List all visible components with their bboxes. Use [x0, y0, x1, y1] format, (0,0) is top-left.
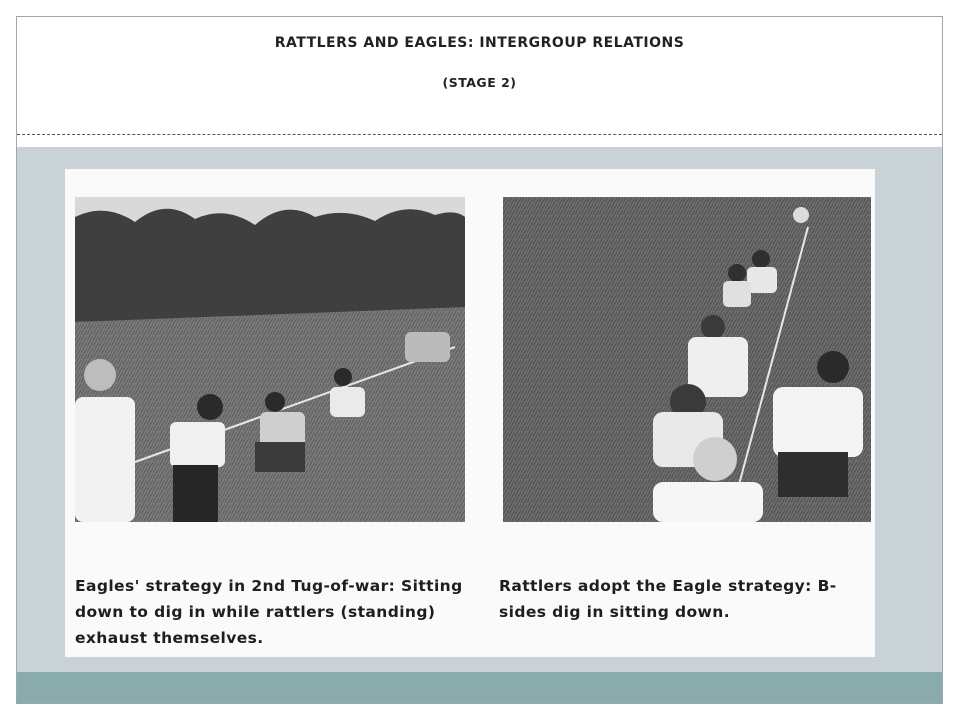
slide-subtitle: (STAGE 2): [442, 75, 517, 90]
footer-band: [17, 672, 942, 703]
photo-eagles-tug-of-war: [75, 197, 465, 522]
slide-header: [17, 17, 942, 134]
caption-line: Eagles' strategy in 2nd Tug-of-war: Sitting: [75, 577, 463, 595]
header-divider: [17, 134, 942, 135]
caption-eagles: [75, 573, 495, 651]
slide: [16, 16, 943, 704]
scanned-page: [65, 169, 875, 657]
photo-rattlers-tug-of-war: [503, 197, 871, 522]
caption-line: exhaust themselves.: [75, 629, 264, 647]
caption-line: sides dig in sitting down.: [499, 603, 730, 621]
slide-title: RATTLERS AND EAGLES: INTERGROUP RELATIONS: [274, 35, 685, 51]
caption-rattlers: [499, 573, 875, 625]
caption-line: down to dig in while rattlers (standing): [75, 603, 436, 621]
caption-line: Rattlers adopt the Eagle strategy: B-: [499, 577, 837, 595]
